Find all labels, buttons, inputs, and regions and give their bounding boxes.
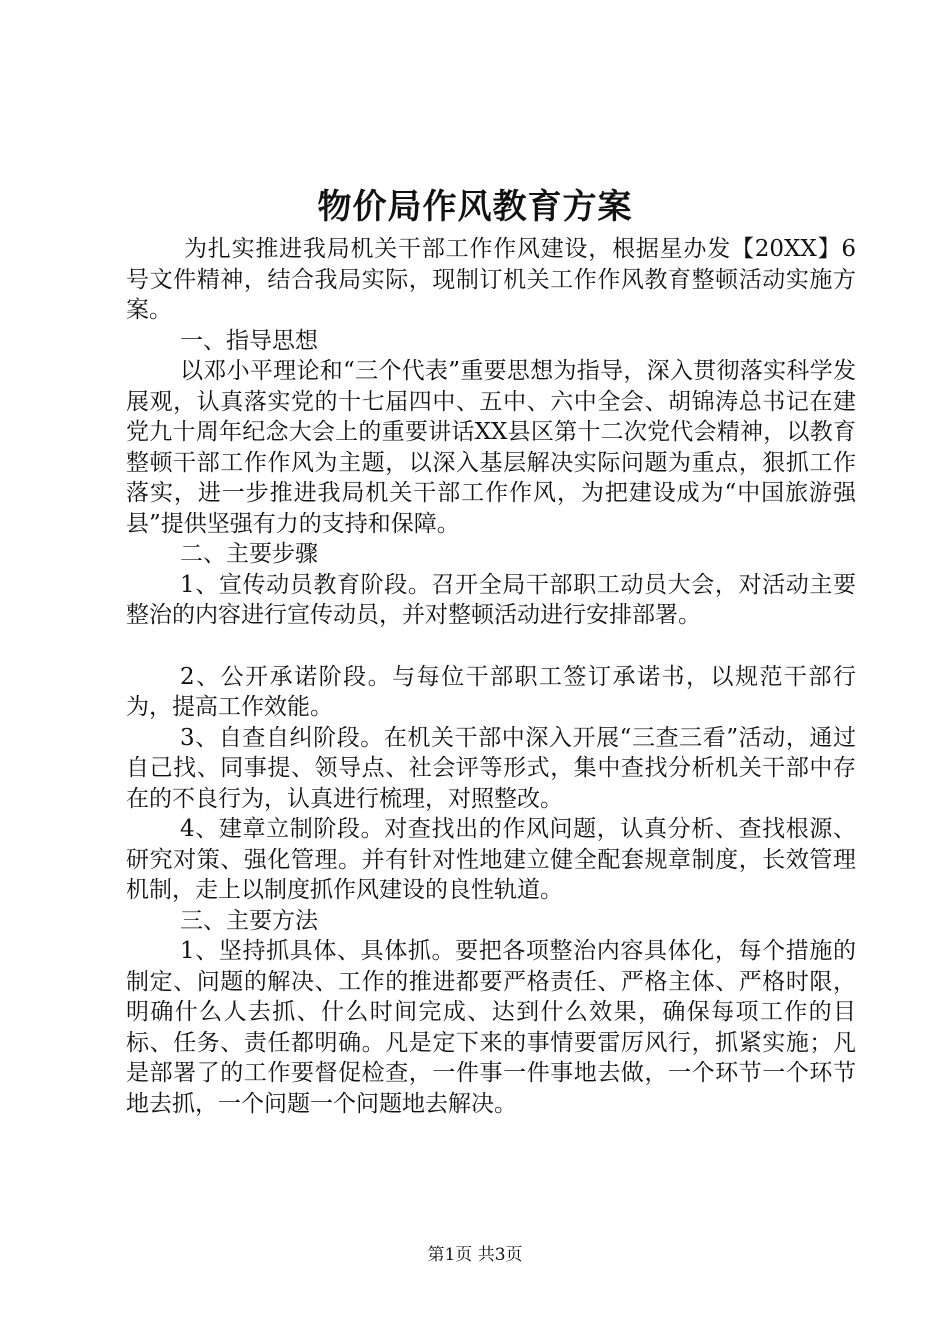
document-body: [126, 234, 856, 1119]
step-2-paragraph: 2、公开承诺阶段。与每位干部职工签订承诺书，以规范干部行为，提高工作效能。: [126, 663, 856, 720]
guiding-thought-paragraph: 以邓小平理论和“三个代表”重要思想为指导，深入贯彻落实科学发展观，认真落实党的十七届四中、五中、六中全会、胡锦涛总书记在建党九十周年纪念大会上的重要讲话XX县区第十二次党代会精神，以教育整顿干部工作作风为主题，以深入基层解决实际问题为重点，狠抓工作落实，进一步推进我局机关干部工作作风，为把建设成为“中国旅游强县”提供坚强有力的支持和保障。: [126, 358, 856, 537]
section-heading-guiding-thought: 一、指导思想: [180, 327, 318, 354]
step-1-paragraph: 1、宣传动员教育阶段。召开全局干部职工动员大会，对活动主要整治的内容进行宣传动员，并对整顿活动进行安排部署。: [126, 571, 856, 628]
document-title: 物价局作风教育方案: [317, 187, 633, 227]
step-3-paragraph: 3、自查自纠阶段。在机关干部中深入开展“三查三看”活动，通过自己找、同事提、领导点、社会评等形式，集中查找分析机关干部中存在的不良行为，认真进行梳理，对照整改。: [126, 724, 856, 812]
page-number-footer: 第1页 共3页: [427, 1245, 523, 1265]
method-1-paragraph: 1、坚持抓具体、具体抓。要把各项整治内容具体化，每个措施的制定、问题的解决、工作的推进都要严格责任、严格主体、严格时限，明确什么人去抓、什么时间完成、达到什么效果，确保每项工作的目标、任务、责任都明确。凡是定下来的事情要雷厉风行，抓紧实施；凡是部署了的工作要督促检查，一件事一件事地去做，一个环节一个环节地去抓，一个问题一个问题地去解决。: [126, 938, 856, 1117]
step-4-paragraph: 4、建章立制阶段。对查找出的作风问题，认真分析、查找根源、研究对策、强化管理。并有针对性地建立健全配套规章制度，长效管理机制，走上以制度抓作风建设的良性轨道。: [126, 816, 856, 903]
section-heading-main-methods: 三、主要方法: [180, 907, 318, 934]
section-heading-main-steps: 二、主要步骤: [180, 541, 318, 567]
intro-paragraph: 为扎实推进我局机关干部工作作风建设，根据星办发【20XX】6号文件精神，结合我局实际，现制订机关工作作风教育整顿活动实施方案。: [126, 236, 856, 323]
